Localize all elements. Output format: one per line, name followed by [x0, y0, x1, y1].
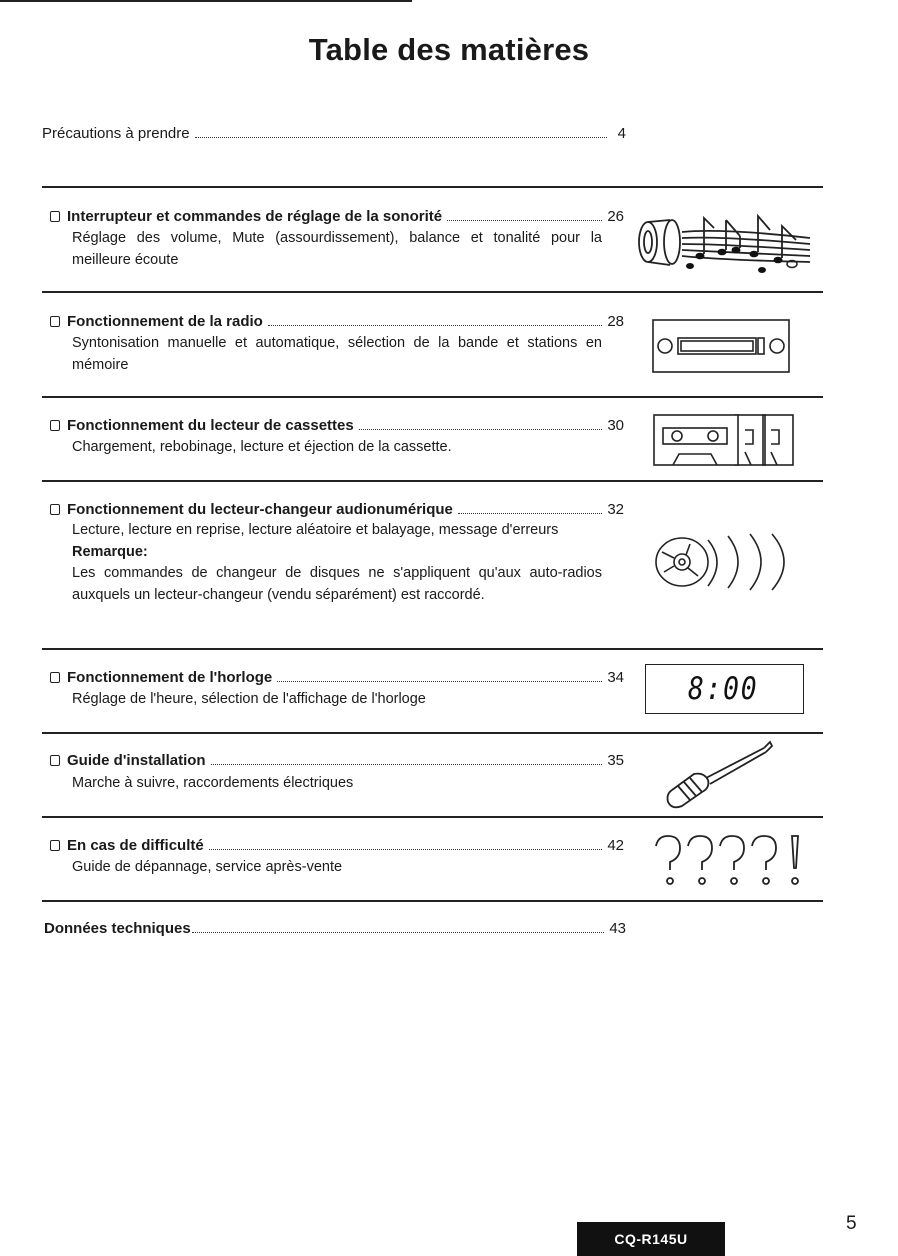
entry-page: 4: [617, 125, 626, 142]
entry-page: 34: [607, 669, 624, 686]
checkbox-icon: [50, 672, 60, 683]
radio-unit-icon: [652, 319, 790, 373]
entry-label: Données techniques: [44, 920, 191, 937]
entry-page: 30: [607, 417, 624, 434]
entry-page: 35: [607, 752, 624, 769]
entry-label: Fonctionnement de la radio: [67, 313, 263, 330]
dot-leader: [268, 324, 602, 326]
toc-entry-disc-changer[interactable]: [50, 501, 624, 518]
dot-leader: [277, 680, 602, 682]
toc-entry-clock[interactable]: [50, 669, 624, 686]
entry-page: 43: [609, 920, 626, 937]
dot-leader: [192, 931, 605, 933]
entry-description: Marche à suivre, raccordements électriques: [72, 775, 354, 791]
section-divider: [42, 648, 823, 650]
cassette-icon: [653, 412, 795, 468]
dot-leader: [359, 428, 603, 430]
note-label: Remarque:: [72, 543, 148, 560]
entry-label: En cas de difficulté: [67, 837, 204, 854]
model-badge: CQ-R145U: [577, 1222, 725, 1256]
checkbox-icon: [50, 840, 60, 851]
entry-label: Fonctionnement de l'horloge: [67, 669, 273, 686]
speaker-music-notes-icon: [632, 208, 812, 280]
checkbox-icon: [50, 420, 60, 431]
dot-leader: [195, 136, 607, 138]
checkbox-icon: [50, 504, 60, 515]
entry-label: Interrupteur et commandes de réglage de la sonorité: [67, 208, 443, 225]
screwdriver-icon: [664, 740, 776, 812]
page-title: Table des matières: [308, 32, 590, 67]
checkbox-icon: [50, 211, 60, 222]
entry-page: 42: [607, 837, 624, 854]
section-divider: [42, 186, 823, 188]
section-divider: [42, 291, 823, 293]
section-divider: [42, 480, 823, 482]
entry-label: Guide d'installation: [67, 752, 206, 769]
compact-disc-icon: [652, 528, 800, 592]
checkbox-icon: [50, 755, 60, 766]
entry-description: Lecture, lecture en reprise, lecture aléatoire et balayage, message d'erreurs Remarque: Les commandes de changeur de disques ne s'appliquent qu'aux auto-radios auxquels un lecteur-changeur (vendu séparément) est raccordé.: [72, 520, 602, 606]
section-divider: [42, 396, 823, 398]
entry-description: Réglage des volume, Mute (assourdissement), balance et tonalité pour la meilleure écoute: [72, 230, 602, 268]
section-divider: [42, 816, 823, 818]
toc-entry-cassette[interactable]: [50, 417, 624, 434]
entry-page: 26: [607, 208, 624, 225]
entry-label: Fonctionnement du lecteur de cassettes: [67, 417, 354, 434]
toc-entry-sound-controls[interactable]: [50, 208, 624, 225]
clock-display-value: 8:00: [688, 671, 759, 707]
dot-leader: [458, 512, 602, 514]
toc-entry-troubleshooting[interactable]: [50, 837, 624, 854]
checkbox-icon: [50, 316, 60, 327]
dot-leader: [209, 848, 603, 850]
toc-entry-installation[interactable]: [50, 752, 624, 769]
dot-leader: [211, 763, 603, 765]
section-divider: [42, 900, 823, 902]
entry-description: Réglage de l'heure, sélection de l'affichage de l'horloge: [72, 691, 426, 707]
entry-page: 32: [607, 501, 624, 518]
top-rule: [0, 0, 412, 2]
note-text: Les commandes de changeur de disques ne s'appliquent qu'aux auto-radios auxquels un lecteur-changeur (vendu séparément) est raccordé.: [72, 565, 602, 603]
toc-entry-radio[interactable]: [50, 313, 624, 330]
toc-entry-technical-data[interactable]: [44, 920, 626, 937]
entry-page: 28: [607, 313, 624, 330]
section-divider: [42, 732, 823, 734]
toc-entry-precautions[interactable]: [42, 125, 626, 142]
entry-label: Précautions à prendre: [42, 125, 190, 142]
dot-leader: [447, 219, 602, 221]
entry-label: Fonctionnement du lecteur-changeur audionumérique: [67, 501, 453, 518]
entry-description: Syntonisation manuelle et automatique, sélection de la bande et stations en mémoire: [72, 335, 602, 373]
question-marks-icon: [652, 832, 802, 888]
entry-description: Guide de dépannage, service après-vente: [72, 859, 343, 875]
entry-description: Chargement, rebobinage, lecture et éjection de la cassette.: [72, 439, 452, 455]
page-number: 5: [846, 1213, 857, 1234]
